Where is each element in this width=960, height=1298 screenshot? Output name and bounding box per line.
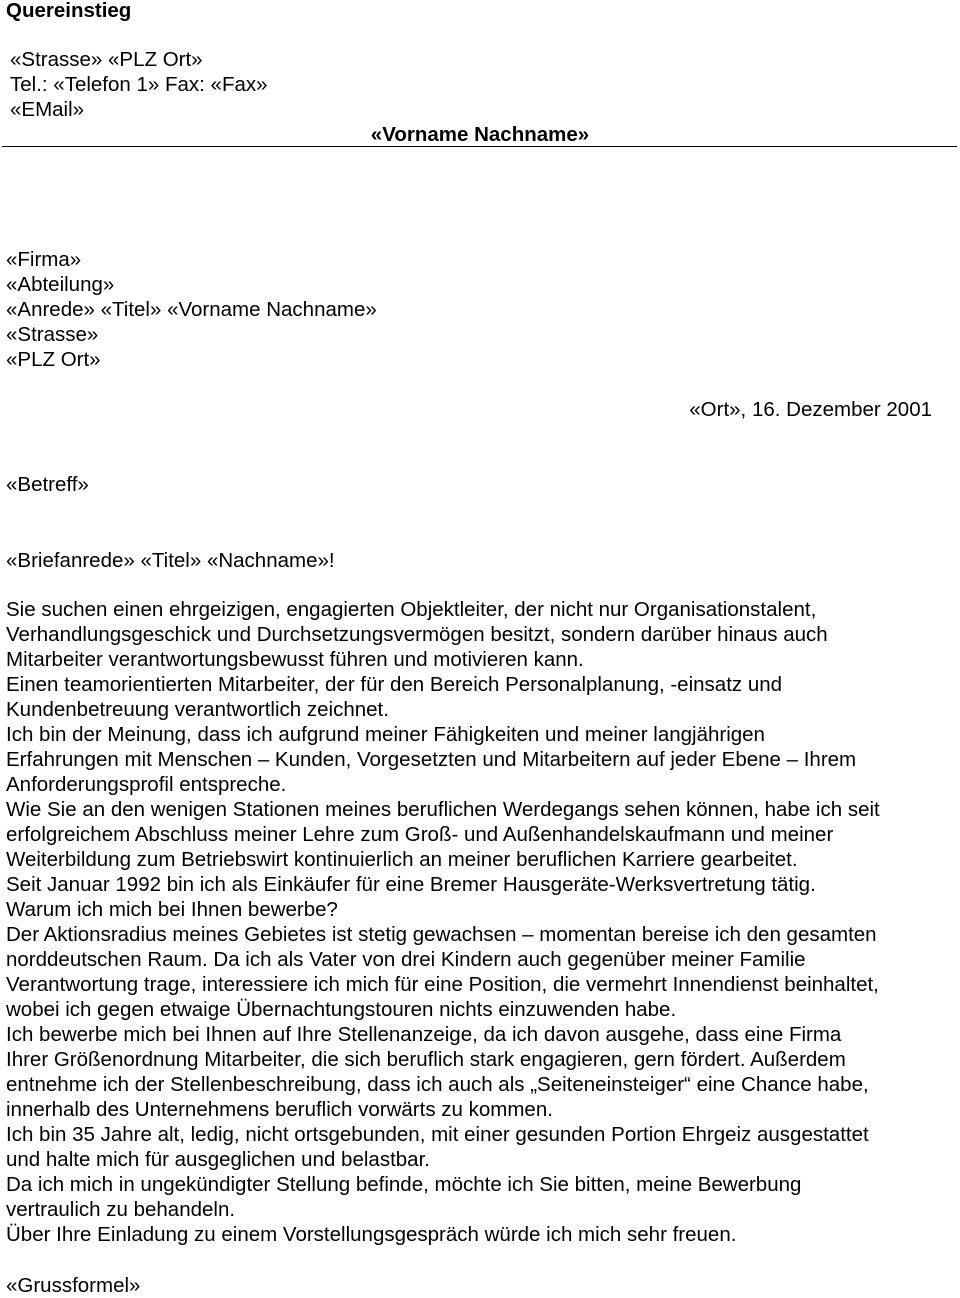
recipient-person: «Anrede» «Titel» «Vorname Nachname» [6,298,377,321]
body-line: Der Aktionsradius meines Gebietes ist stetig gewachsen – momentan bereise ich den gesamten [6,923,877,946]
body-line: Ihrer Größenordnung Mitarbeiter, die sich beruflich stark engagieren, gern fördert. Außerdem [6,1048,846,1071]
header-divider [2,146,957,147]
body-line: Über Ihre Einladung zu einem Vorstellungsgespräch würde ich mich sehr freuen. [6,1223,737,1246]
body-line: entnehme ich der Stellenbeschreibung, dass ich auch als „Seiteneinsteiger“ eine Chance habe, [6,1073,869,1096]
letter-body [6,597,946,1247]
body-line: Ich bewerbe mich bei Ihnen auf Ihre Stellenanzeige, da ich davon ausgehe, dass eine Firma [6,1023,842,1046]
body-line: erfolgreichem Abschluss meiner Lehre zum Groß- und Außenhandelskaufmann und meiner [6,823,834,846]
body-line: wobei ich gegen etwaige Übernachtungstouren nichts einzuwenden habe. [6,998,677,1021]
body-line: Wie Sie an den wenigen Stationen meines beruflichen Werdegangs sehen können, habe ich seit [6,798,880,821]
body-line: Sie suchen einen ehrgeizigen, engagierten Objektleiter, der nicht nur Organisationstalent, [6,598,817,621]
recipient-block [6,247,377,372]
body-line: Seit Januar 1992 bin ich als Einkäufer für eine Bremer Hausgeräte-Werksvertretung tätig. [6,873,816,896]
body-line: Kundenbetreuung verantwortlich zeichnet. [6,698,389,721]
closing-formula: «Grussformel» [6,1274,141,1297]
sender-contact-line: Tel.: «Telefon 1» Fax: «Fax» [10,73,268,96]
body-line: norddeutschen Raum. Da ich als Vater von drei Kindern auch gegenüber meiner Familie [6,948,806,971]
body-line: Einen teamorientierten Mitarbeiter, der für den Bereich Personalplanung, -einsatz und [6,673,783,696]
recipient-company: «Firma» [6,248,82,271]
body-line: und halte mich für ausgeglichen und belastbar. [6,1148,430,1171]
document-title: Quereinstieg [6,0,132,22]
recipient-street: «Strasse» [6,323,99,346]
body-line: Da ich mich in ungekündigter Stellung befinde, möchte ich Sie bitten, meine Bewerbung [6,1173,802,1196]
body-line: Anforderungsprofil entspreche. [6,773,287,796]
body-line: Verantwortung trage, interessiere ich mich für eine Position, die vermehrt Innendienst beinhaltet, [6,973,879,996]
body-line: innerhalb des Unternehmens beruflich vorwärts zu kommen. [6,1098,553,1121]
subject-line: «Betreff» [6,473,89,496]
body-line: Ich bin der Meinung, dass ich aufgrund meiner Fähigkeiten und meiner langjährigen [6,723,765,746]
sender-address-line: «Strasse» «PLZ Ort» [10,48,203,71]
body-line: Ich bin 35 Jahre alt, ledig, nicht ortsgebunden, mit einer gesunden Portion Ehrgeiz ausgestattet [6,1123,869,1146]
body-line: Weiterbildung zum Betriebswirt kontinuierlich an meiner beruflichen Karriere gearbeitet. [6,848,798,871]
sender-email: «EMail» [10,98,85,121]
salutation: «Briefanrede» «Titel» «Nachname»! [6,549,335,572]
body-line: Verhandlungsgeschick und Durchsetzungsvermögen besitzt, sondern darüber hinaus auch [6,623,828,646]
body-line: Warum ich mich bei Ihnen bewerbe? [6,898,338,921]
sender-block [10,47,268,122]
body-line: vertraulich zu behandeln. [6,1198,236,1221]
body-line: Mitarbeiter verantwortungsbewusst führen und motivieren kann. [6,648,584,671]
recipient-city: «PLZ Ort» [6,348,101,371]
body-line: Erfahrungen mit Menschen – Kunden, Vorgesetzten und Mitarbeitern auf jeder Ebene – Ihrem [6,748,857,771]
recipient-department: «Abteilung» [6,273,115,296]
date-line: «Ort», 16. Dezember 2001 [689,398,932,421]
sender-name: «Vorname Nachname» [370,123,590,146]
